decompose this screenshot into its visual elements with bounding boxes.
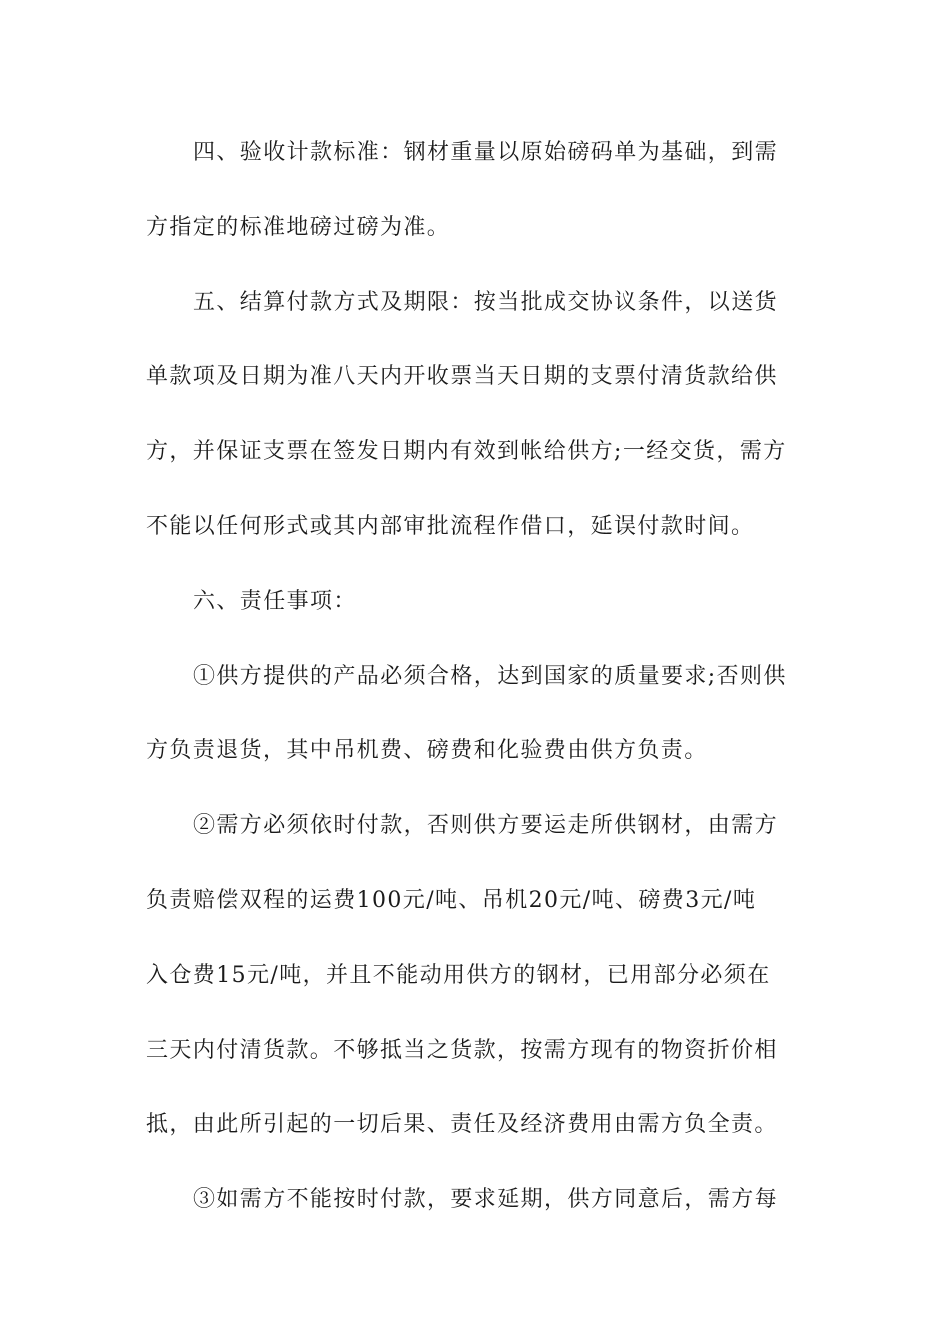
item-2-line-5: 抵，由此所引起的一切后果、责任及经济费用由需方负全责。 <box>146 1112 778 1138</box>
clause-4-line-2: 方指定的标准地磅过磅为准。 <box>146 214 451 240</box>
clause-5-line-1: 五、结算付款方式及期限：按当批成交协议条件，以送货 <box>193 289 779 315</box>
clause-5-line-4: 不能以任何形式或其内部审批流程作借口，延误付款时间。 <box>146 513 755 539</box>
item-2-line-4: 三天内付清货款。不够抵当之货款，按需方现有的物资折价相 <box>146 1037 778 1063</box>
clause-4-line-1: 四、验收计款标准：钢材重量以原始磅码单为基础，到需 <box>193 140 779 165</box>
clause-6-heading: 六、责任事项： <box>193 588 357 614</box>
clause-5-line-3: 方，并保证支票在签发日期内有效到帐给供方;一经交货，需方 <box>146 439 787 465</box>
item-2-line-3: 入仓费15元/吨，并且不能动用供方的钢材，已用部分必须在 <box>146 962 771 988</box>
clause-5-line-2: 单款项及日期为准八天内开收票当天日期的支票付清货款给供 <box>146 364 778 390</box>
item-2-line-1: ②需方必须依时付款，否则供方要运走所供钢材，由需方 <box>193 813 779 839</box>
document-body <box>146 130 806 1252</box>
item-3-line-1: ③如需方不能按时付款，要求延期，供方同意后，需方每 <box>193 1187 779 1213</box>
item-2-line-2: 负责赔偿双程的运费100元/吨、吊机20元/吨、磅费3元/吨 <box>146 887 757 913</box>
item-1-line-1: ①供方提供的产品必须合格，达到国家的质量要求;否则供 <box>193 663 787 689</box>
item-1-line-2: 方负责退货，其中吊机费、磅费和化验费由供方负责。 <box>146 738 708 764</box>
